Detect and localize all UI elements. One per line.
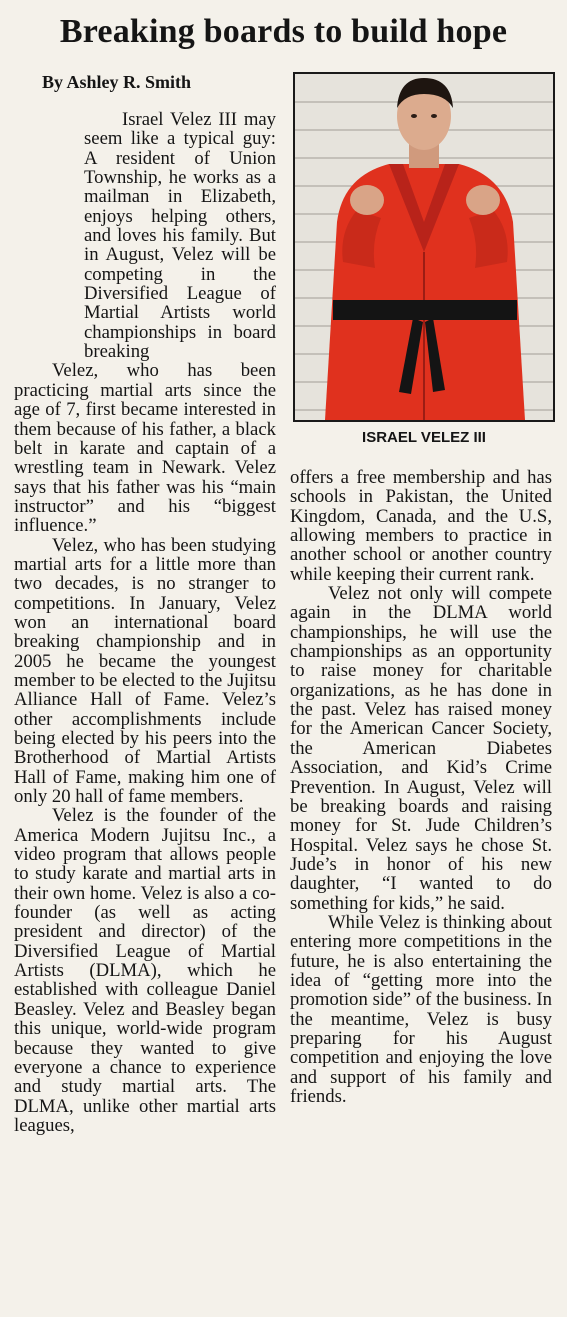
article-paragraph: Velez is the founder of the America Modern Jujitsu Inc., a video program that allows people to study karate and martial arts in their own home. Velez is also a co-founder (as well as acting president and director) of the Diversified League of Martial Artists (DLMA), which he established with colleague Daniel Beasley. Velez and Beasley began this unique, world-wide program because they wanted to give everyone a chance to experience and study martial arts. The DLMA, unlike other martial arts leagues, [14, 805, 276, 1136]
photo-illustration [293, 72, 555, 422]
article-photo [293, 72, 555, 422]
article-headline: Breaking boards to build hope [59, 13, 508, 50]
article-column-left [14, 110, 276, 1135]
article-byline: By Ashley R. Smith [42, 72, 192, 92]
article-paragraph: Israel Velez III may seem like a typical guy: A resident of Union Township, he works as a mailman in Elizabeth, enjoys helping others, and loves his family. But in August, Velez will be competing in the Diversified League of Martial Artists world championships in board breaking [84, 109, 276, 363]
photo-caption: ISRAEL VELEZ III [362, 429, 486, 446]
article-paragraph: Velez, who has been studying martial arts for a little more than two decades, is no stranger to competitions. In January, Velez won an international board breaking championship and in 2005 he became the youngest member to be elected to the Jujitsu Alliance Hall of Fame. Velez’s other accomplishments include being elected by his peers into the Brotherhood of Martial Artists Hall of Fame, making him one of only 20 hall of fame members. [14, 534, 276, 808]
article-paragraph: Velez not only will compete again in the DLMA world championships, he will use the championships as an opportunity to raise money for charitable organizations, as he has done in the past. Velez has raised money for the American Cancer Society, the American Diabetes Association, and Kid’s Crime Prevention. In August, Velez will be breaking boards and raising money for St. Jude Children’s Hospital. Velez says he chose St. Jude’s in honor of his new daughter, “I wanted to do something for kids,” he said. [290, 583, 552, 914]
article-paragraph: Velez, who has been practicing martial arts since the age of 7, first became interested in them because of his father, a black belt in karate and captain of a wrestling team in Newark. Velez says that his father was his “main instructor” and his “biggest influence.” [14, 360, 276, 537]
article-column-right [290, 468, 552, 1106]
article-paragraph: offers a free membership and has schools in Pakistan, the United Kingdom, Canada, and the U.S, allowing members to practice in another school or another country while keeping their current rank. [290, 467, 552, 585]
article-paragraph: While Velez is thinking about entering more competitions in the future, he is also entertaining the idea of “getting more into the promotion side” of the business. In the meantime, Velez is busy preparing for his August competition and enjoying the love and support of his family and friends. [290, 911, 552, 1107]
